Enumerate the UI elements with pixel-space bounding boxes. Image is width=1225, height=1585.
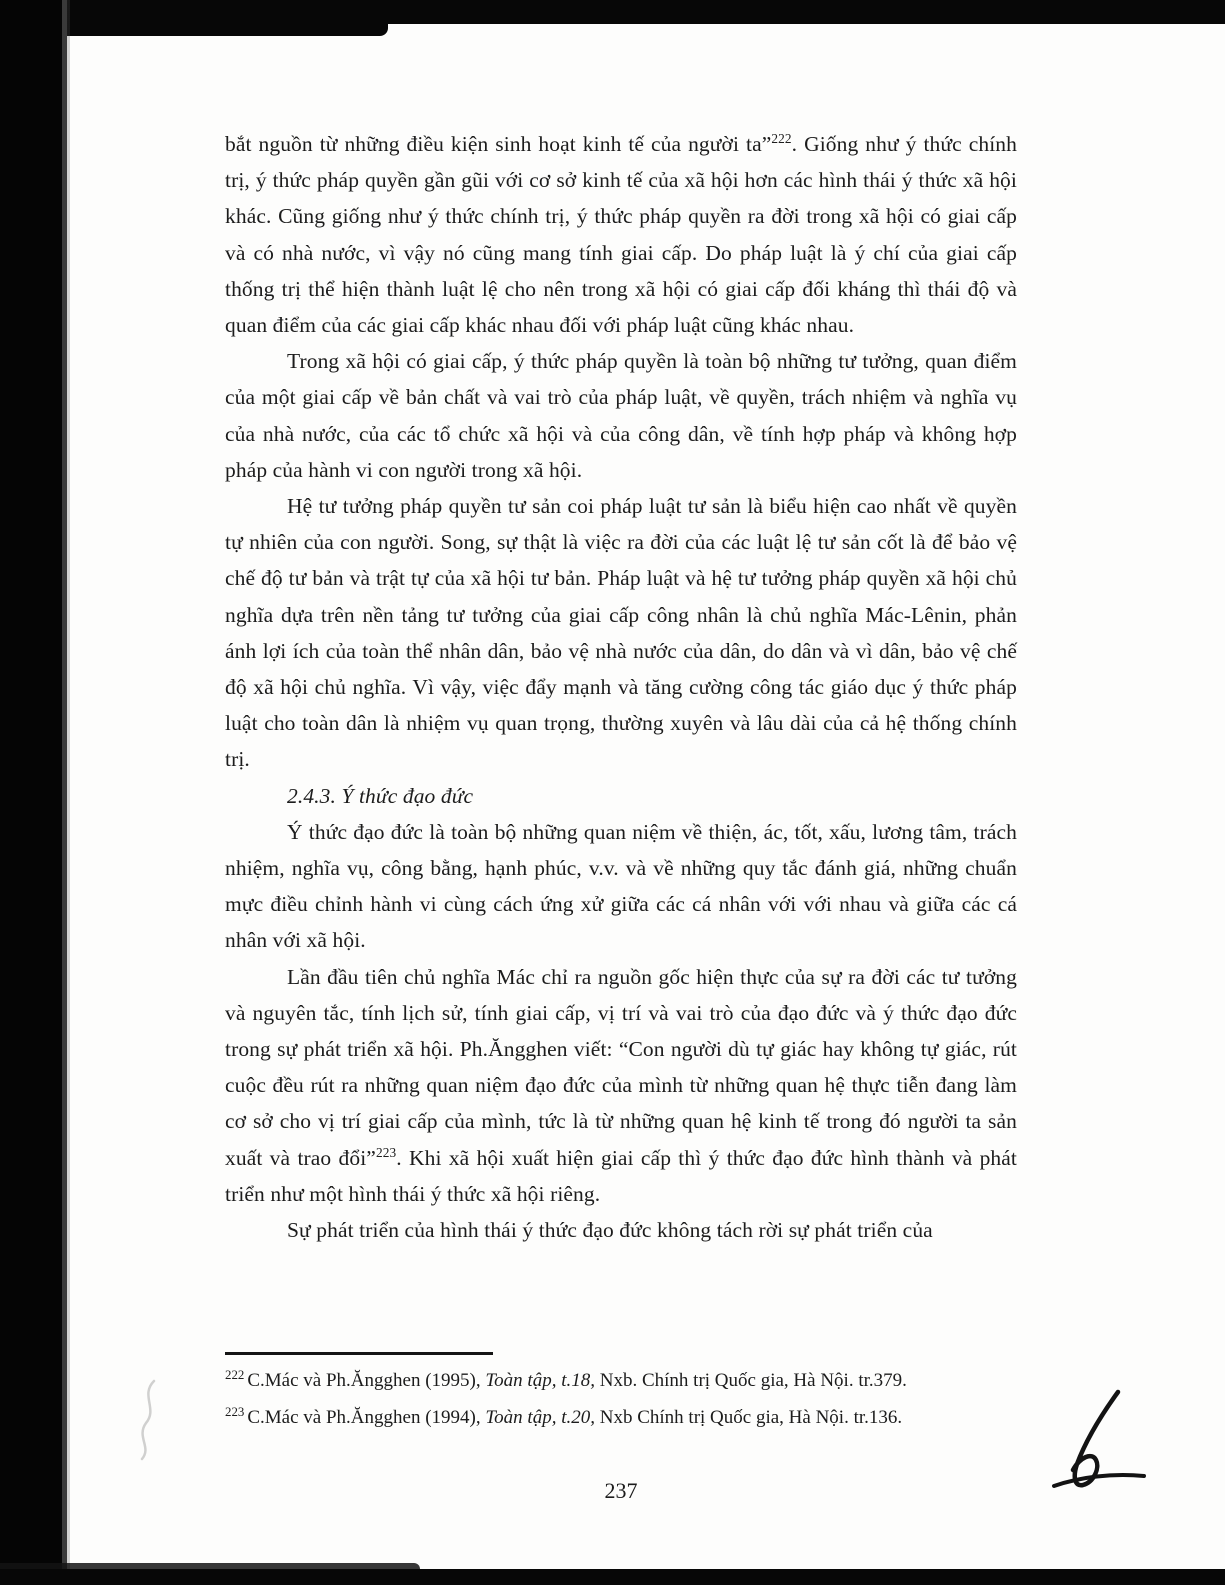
paragraph-text: Lần đầu tiên chủ nghĩa Mác chỉ ra nguồn gốc hiện thực của sự ra đời các tư tưởng và nguyên tắc, tính lịch sử, tính giai cấp, vị trí và vai trò của đạo đức và ý thức đạo đức trong sự phát triển xã hội. Ph.Ăngghen viết: “Con người dù tự giác hay không tự giác, rút cuộc đều rút ra những quan niệm đạo đức của mình từ những quan hệ thực tiễn đang làm cơ sở cho vị trí giai cấp của mình, tức là từ những quan hệ kinh tế trong đó người ta sản xuất và trao đổi” <box>225 964 1017 1170</box>
page-number: 237 <box>604 1478 638 1503</box>
paragraph: Sự phát triển của hình thái ý thức đạo đức không tách rời sự phát triển của <box>287 1218 933 1243</box>
paragraph-text: bắt nguồn từ những điều kiện sinh hoạt kinh tế của người ta” <box>225 132 772 156</box>
footnote-work-title: Toàn tập, t.18, <box>485 1370 595 1391</box>
scan-border-top-blob <box>58 0 388 36</box>
body-text <box>225 126 1017 1248</box>
footnote-ref-223: 223 <box>375 1144 397 1160</box>
footnote-text: Nxb. Chính trị Quốc gia, Hà Nội. tr.379. <box>595 1370 907 1391</box>
footnotes-block <box>225 1362 1021 1436</box>
footnote-text: Nxb Chính trị Quốc gia, Hà Nội. tr.136. <box>595 1407 903 1428</box>
footnote-marker: 223 <box>225 1403 245 1419</box>
paragraph: Trong xã hội có giai cấp, ý thức pháp quyền là toàn bộ những tư tưởng, quan điểm của một giai cấp về bản chất và vai trò của pháp luật, về quyền, trách nhiệm và nghĩa vụ của nhà nước, của các tổ chức xã hội và của công dân, về tính hợp pháp và không hợp pháp của hành vi con người trong xã hội. <box>225 349 1017 482</box>
footnote-marker: 222 <box>225 1366 245 1382</box>
footnote-text: C.Mác và Ph.Ăngghen (1995), <box>247 1370 486 1391</box>
paragraph-continuation <box>225 126 1017 343</box>
scan-border-bottom <box>0 1569 1225 1585</box>
paragraph <box>225 959 1017 1212</box>
paragraph: Hệ tư tưởng pháp quyền tư sản coi pháp luật tư sản là biểu hiện cao nhất về quyền tự nhiên của con người. Song, sự thật là việc ra đời của các luật lệ tư sản cốt là để bảo vệ chế độ tư bản và trật tự của xã hội tư bản. Pháp luật và hệ tư tưởng pháp quyền xã hội chủ nghĩa dựa trên nền tảng tư tưởng của giai cấp công nhân là chủ nghĩa Mác-Lênin, phản ánh lợi ích của toàn thể nhân dân, bảo vệ nhà nước của dân, do dân và vì dân, bảo vệ chế độ xã hội chủ nghĩa. Vì vậy, việc đẩy mạnh và tăng cường công tác giáo dục ý thức pháp luật cho toàn dân là nhiệm vụ quan trọng, thường xuyên và lâu dài của cả hệ thống chính trị. <box>225 494 1017 772</box>
footnote-223 <box>225 1399 1021 1436</box>
paragraph: Ý thức đạo đức là toàn bộ những quan niệm về thiện, ác, tốt, xấu, lương tâm, trách nhiệm, nghĩa vụ, công bằng, hạnh phúc, v.v. và về những quy tắc đánh giá, những chuẩn mực điều chỉnh hành vi cùng cách ứng xử giữa các cá nhân với với nhau và giữa các cá nhân với xã hội. <box>225 819 1017 953</box>
paragraph-text: . Giống như ý thức chính trị, ý thức pháp quyền gần gũi với cơ sở kinh tế của xã hội hơn các hình thái ý thức xã hội khác. Cũng giống như ý thức chính trị, ý thức pháp quyền ra đời trong xã hội có giai cấp và có nhà nước, vì vậy nó cũng mang tính giai cấp. Do pháp luật là ý chí của giai cấp thống trị thể hiện thành luật lệ cho nên trong xã hội có giai cấp đối kháng thì thái độ và quan điểm của các giai cấp khác nhau đối với pháp luật cũng khác nhau. <box>225 132 1017 338</box>
pencil-mark <box>118 1375 178 1465</box>
signature-mark <box>1038 1388 1158 1498</box>
scan-border-left <box>0 0 70 1585</box>
footnote-work-title: Toàn tập, t.20, <box>485 1407 595 1428</box>
footnote-text: C.Mác và Ph.Ăngghen (1994), <box>247 1407 486 1428</box>
section-heading: 2.4.3. Ý thức đạo đức <box>287 783 474 808</box>
paragraph-text: . Khi xã hội xuất hiện giai cấp thì ý thức đạo đức hình thành và phát triển như một hình thái ý thức xã hội riêng. <box>225 1145 1017 1206</box>
footnote-divider <box>225 1352 493 1355</box>
footnote-222 <box>225 1362 1021 1399</box>
footnote-ref-222: 222 <box>771 130 792 146</box>
